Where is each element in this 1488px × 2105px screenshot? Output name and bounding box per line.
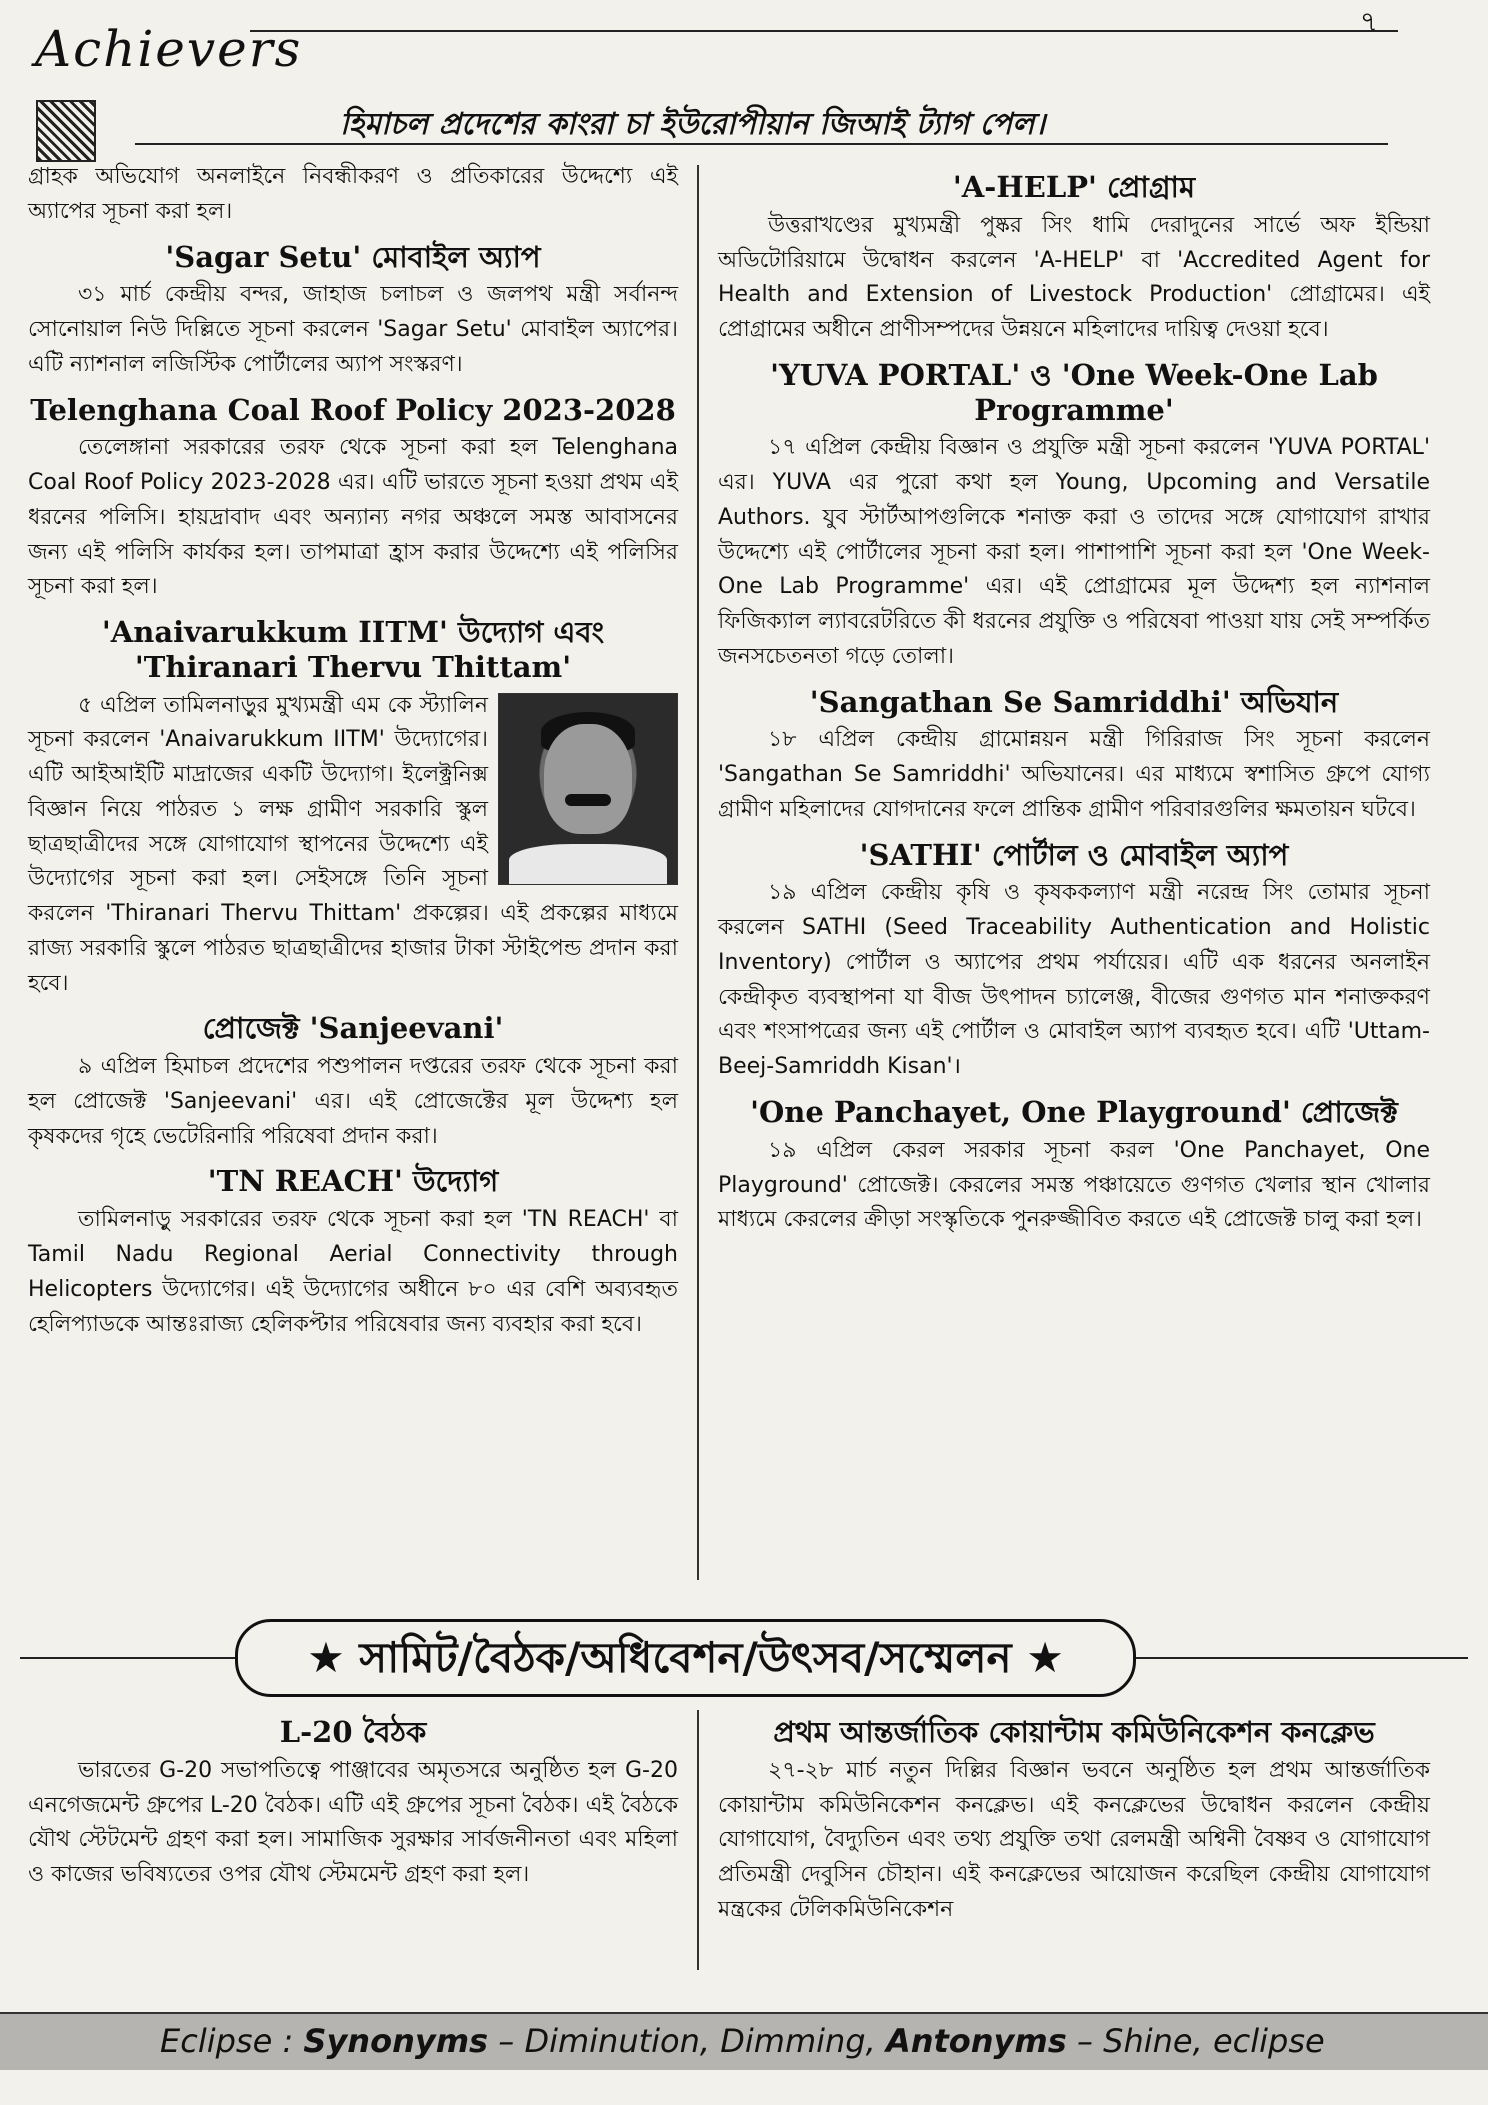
brand-title: Achievers [35, 20, 303, 78]
section-title: 'One Panchayet, One Playground' প্রোজেক্ট [750, 1094, 1398, 1129]
portrait-mustache [565, 794, 611, 806]
section-body: ৫ এপ্রিল তামিলনাড়ুর মুখ্যমন্ত্রী এম কে স্ট্যালিন সূচনা করলেন 'Anaivarukkum IITM' উদ্যোগের। এটি আইআইটি মাদ্রাজের একটি উদ্যোগ। ইলেক্ট্রনিক্স বিজ্ঞান নিয়ে পাঠরত ১ লক্ষ গ্রামীণ সরকারি স্কুল ছাত্রছাত্রীদের সঙ্গে যোগাযোগ স্থাপনের উদ্দেশ্যে এই উদ্যোগের সূচনা করা হল। সেইসঙ্গে তিনি সূচনা করলেন 'Thiranari Thervu Thittam' প্রকল্পের। এই প্রকল্পের মাধ্যমে রাজ্য সরকারি স্কুলে পাঠরত ছাত্রছাত্রীদের হাজার টাকা স্টাইপেন্ড প্রদান করা হবে। [28, 692, 678, 996]
vocab-word: Eclipse : [160, 2022, 294, 2060]
portrait-photo [498, 693, 678, 885]
section-body: ১৭ এপ্রিল কেন্দ্রীয় বিজ্ঞান ও প্রযুক্তি মন্ত্রী সূচনা করলেন 'YUVA PORTAL' এর। YUVA এর পুরো কথা হল Young, Upcoming and Versatile Authors. যুব স্টার্টআপগুলিকে শনাক্ত করা ও তাদের সঙ্গে যোগাযোগ রাখার উদ্দেশ্যে এই পোর্টালের সূচনা করা হল। পাশাপাশি সূচনা করা হল 'One Week-One Lab Programme' এর। এই প্রোগ্রামের মূল উদ্দেশ্য হল ন্যাশনাল ফিজিক্যাল ল্যাবরেটরিতে কী ধরনের প্রযুক্তি ও পরিষেবা পাওয়া যায় সেই সম্পর্কিত জনসচেতনতা গড়ে তোলা। [718, 435, 1430, 669]
section-title: 'SATHI' পোর্টাল ও মোবাইল অ্যাপ [859, 837, 1289, 872]
section-body: ৩১ মার্চ কেন্দ্রীয় বন্দর, জাহাজ চলাচল ও জলপথ মন্ত্রী সর্বানন্দ সোনোয়াল নিউ দিল্লিতে সূচনা করলেন 'Sagar Setu' মোবাইল অ্যাপের। এটি ন্যাশনাল লজিস্টিক পোর্টালের অ্যাপ সংস্করণ। [28, 282, 678, 377]
section-title: 'TN REACH' উদ্যোগ [207, 1164, 499, 1199]
section-banner [20, 1615, 1468, 1695]
banner-label: ★ সামিট/বৈঠক/অধিবেশন/উৎসব/সম্মেলন ★ [235, 1619, 1136, 1697]
section-title: 'Sangathan Se Samriddhi' অভিযান [809, 684, 1339, 719]
section-title: 'YUVA PORTAL' ও 'One Week-One Lab Programme' [770, 357, 1378, 427]
synonyms-list: – Diminution, Dimming, [498, 2022, 876, 2060]
bottom-column-divider [697, 1710, 699, 1970]
column-divider [697, 165, 699, 1580]
section-body: ১৮ এপ্রিল কেন্দ্রীয় গ্রামোন্নয়ন মন্ত্রী গিরিরাজ সিং সূচনা করলেন 'Sangathan Se Samriddhi' অভিযানের। এর মাধ্যমে স্বশাসিত গ্রুপে যোগ্য গ্রামীণ মহিলাদের যোগদানের ফলে প্রান্তিক গ্রামীণ পরিবারগুলির ক্ষমতায়ন ঘটবে। [718, 727, 1430, 822]
section-title: L-20 বৈঠক [279, 1715, 427, 1749]
vocab-footer [0, 2012, 1488, 2070]
header-rule [250, 30, 1398, 32]
bottom-left-column [28, 1705, 678, 1893]
section-body: তেলেঙ্গানা সরকারের তরফ থেকে সূচনা করা হল Telenghana Coal Roof Policy 2023-2028 এর। এটি ভারতে সূচনা হওয়া প্রথম এই ধরনের পলিসি। হায়দ্রাবাদ এবং অন্যান্য নগর অঞ্চলে সমস্ত আবাসনের জন্য এই পলিসি কার্যকর হল। তাপমাত্রা হ্রাস করার উদ্দেশ্যে এই পলিসির সূচনা করা হল। [28, 435, 678, 600]
headline: হিমাচল প্রদেশের কাংরা চা ইউরোপীয়ান জিআই ট্যাগ পেল। [340, 107, 1046, 142]
section-title: 'Sagar Setu' মোবাইল অ্যাপ [165, 239, 541, 274]
portrait-face [544, 724, 632, 834]
section-body: উত্তরাখণ্ডের মুখ্যমন্ত্রী পুষ্কর সিং ধামি দেরাদুনের সার্ভে অফ ইন্ডিয়া অডিটোরিয়ামে উদ্বোধন করলেন 'A-HELP' বা 'Accredited Agent for Health and Extension of Livestock Production' প্রোগ্রামের। এই প্রোগ্রামের অধীনে প্রাণীসম্পদের উন্নয়নে মহিলাদের দায়িত্ব দেওয়া হবে। [718, 212, 1430, 343]
brand-logo-icon [36, 100, 96, 162]
section-body: ১৯ এপ্রিল কেন্দ্রীয় কৃষি ও কৃষককল্যাণ মন্ত্রী নরেন্দ্র সিং তোমার সূচনা করলেন SATHI (Seed Traceability Authentication and Holistic Inventory) পোর্টাল ও অ্যাপের প্রথম পর্যায়ের। এটি এক ধরনের অনলাইন কেন্দ্রীকৃত ব্যবস্থাপনা যা বীজ উৎপাদন চ্যালেঞ্জ, বীজের গুণগত মান শনাক্তকরণ এবং শংসাপত্রের জন্য এই পোর্টাল ও মোবাইল অ্যাপ ব্যবহৃত হবে। এটি 'Uttam-Beej-Samriddh Kisan'। [718, 880, 1430, 1080]
section-title: প্রোজেক্ট 'Sanjeevani' [202, 1011, 504, 1046]
intro-text: গ্রাহক অভিযোগ অনলাইনে নিবন্ধীকরণ ও প্রতিকারের উদ্দেশ্যে এই অ্যাপের সূচনা করা হল। [28, 164, 678, 224]
bottom-right-column [718, 1705, 1430, 1928]
antonyms-list: – Shine, eclipse [1076, 2022, 1325, 2060]
section-body: ১৯ এপ্রিল কেরল সরকার সূচনা করল 'One Panchayet, One Playground' প্রোজেক্ট। কেরলের সমস্ত পঞ্চায়েতে গুণগত খেলার স্থান খোলার মাধ্যমে কেরলের ক্রীড়া সংস্কৃতিকে পুনরুজ্জীবিত করতে এই প্রোজেক্ট চালু করা হল। [718, 1137, 1430, 1233]
section-title: 'Anaivarukkum IITM' উদ্যোগ এবং 'Thiranari Thervu Thittam' [101, 615, 605, 684]
left-column [28, 160, 678, 1342]
section-title: 'A-HELP' প্রোগ্রাম [952, 170, 1196, 204]
antonyms-label: Antonyms [885, 2022, 1067, 2060]
page-number: ৭ [1359, 5, 1378, 38]
right-column [718, 160, 1430, 1238]
section-title: Telenghana Coal Roof Policy 2023-2028 [30, 392, 676, 427]
section-body: ২৭-২৮ মার্চ নতুন দিল্লির বিজ্ঞান ভবনে অনুষ্ঠিত হল প্রথম আন্তর্জাতিক কোয়ান্টাম কমিউনিকেশন কনক্লেভ। এই কনক্লেভের উদ্বোধন করলেন কেন্দ্রীয় যোগাযোগ, বৈদ্যুতিন এবং তথ্য প্রযুক্তি তথা রেলমন্ত্রী অশ্বিনী বৈষ্ণব ও যোগাযোগ প্রতিমন্ত্রী দেবুসিন চৌহান। এই কনক্লেভের আয়োজন করেছিল কেন্দ্রীয় যোগাযোগ মন্ত্রকের টেলিকমিউনিকেশন [718, 1757, 1430, 1922]
section-body: ভারতের G-20 সভাপতিত্বে পাঞ্জাবের অমৃতসরে অনুষ্ঠিত হল G-20 এনগেজমেন্ট গ্রুপের L-20 বৈঠক। এটি এই গ্রুপের সূচনা বৈঠক। এই বৈঠকে যৌথ স্টেটমেন্ট গ্রহণ করা হল। সামাজিক সুরক্ষার সার্বজনীনতা এবং মহিলা ও কাজের ভবিষ্যতের ওপর যৌথ স্টেমমেন্ট গ্রহণ করা হল। [28, 1757, 678, 1888]
synonyms-label: Synonyms [303, 2022, 489, 2060]
headline-rule [135, 143, 1388, 145]
portrait-collar [509, 844, 667, 884]
vocab-text [160, 2022, 1325, 2060]
section-body: তামিলনাড়ু সরকারের তরফ থেকে সূচনা করা হল 'TN REACH' বা Tamil Nadu Regional Aerial Connectivity through Helicopters উদ্যোগের। এই উদ্যোগের অধীনে ৮০ এর বেশি অব্যবহৃত হেলিপ্যাডকে আন্তঃরাজ্য হেলিকপ্টার পরিষেবার জন্য ব্যবহার করা হবে। [28, 1207, 678, 1337]
section-title: প্রথম আন্তর্জাতিক কোয়ান্টাম কমিউনিকেশন কনক্লেভ [773, 1715, 1375, 1749]
section-body: ৯ এপ্রিল হিমাচল প্রদেশের পশুপালন দপ্তরের তরফ থেকে সূচনা করা হল প্রোজেক্ট 'Sanjeevani' এর। এই প্রোজেক্টের মূল উদ্দেশ্য হল কৃষকদের গৃহে ভেটেরিনারি পরিষেবা প্রদান করা। [28, 1054, 678, 1149]
